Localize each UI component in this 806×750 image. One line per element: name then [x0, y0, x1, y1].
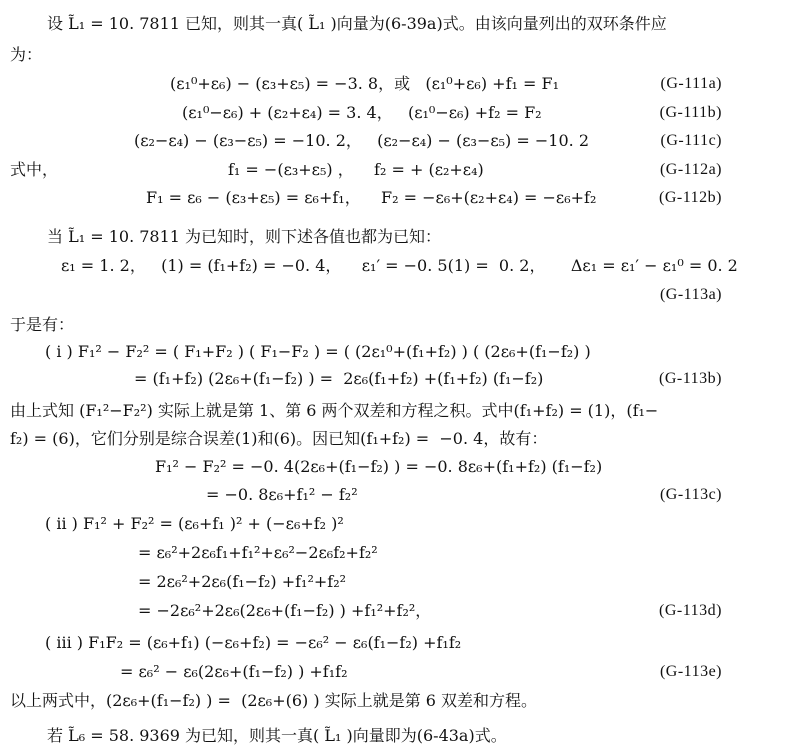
equation-g112b: F₁ = ε₆ − (ε₃+ε₅) = ε₆+f₁， F₂ = −ε₆+(ε₂+ε₄) = −ε₆+f₂ [146, 188, 597, 207]
equation-g113b-line2: = (f₁+f₂) (2ε₆+(f₁−f₂) ) = 2ε₆(f₁+f₂) +(f₁+f₂) (f₁−f₂) [134, 369, 544, 388]
text-line-1: 设 L̃₁ = 10. 7811 已知，则其一真( L̃₁ )向量为(6-39a)式。由该向量列出的双环条件应 [47, 14, 667, 33]
equation-tag: (G-112b) [659, 189, 722, 206]
equation-g111c: (ε₂−ε₄) − (ε₃−ε₅) = −10. 2， (ε₂−ε₄) − (ε₃−ε₅) = −10. 2 [134, 131, 589, 150]
text-line-final: 若 L̃₆ = 58. 9369 为已知，则其一真( L̃₁ )向量即为(6-43a)式。 [47, 726, 507, 745]
equation-g112a: f₁ = −(ε₃+ε₅) ， f₂ = + (ε₂+ε₄) [228, 160, 484, 179]
text-line-explain-2: f₂) = (6)，它们分别是综合误差(1)和(6)。因已知(f₁+f₂) = −0. 4，故有： [10, 429, 548, 448]
equation-tag: (G-111b) [659, 104, 722, 121]
text-line-known: 当 L̃₁ = 10. 7811 为已知时，则下述各值也都为已知： [47, 227, 442, 246]
equation-g113e-line2: = ε₆² − ε₆(2ε₆+(f₁−f₂) ) +f₁f₂ [120, 662, 348, 681]
text-line-shizhong: 式中， [10, 160, 59, 179]
equation-tag: (G-113d) [659, 602, 722, 619]
equation-g113d-line1: ( ⅱ ) F₁² + F₂² = (ε₆+f₁ )² + (−ε₆+f₂ )² [45, 514, 344, 533]
equation-tag: (G-112a) [659, 161, 722, 178]
equation-g113e-line1: ( ⅲ ) F₁F₂ = (ε₆+f₁) (−ε₆+f₂) = −ε₆² − ε₆(f₁−f₂) +f₁f₂ [45, 633, 462, 652]
equation-g113c-line2: = −0. 8ε₆+f₁² − f₂² [206, 485, 358, 504]
equation-tag: (G-113e) [659, 663, 722, 680]
equation-g113b-line1: ( ⅰ ) F₁² − F₂² = ( F₁+F₂ ) ( F₁−F₂ ) = ( (2ε₁⁰+(f₁+f₂) ) ( (2ε₆+(f₁−f₂) ) [45, 342, 591, 361]
equation-g113d-line3: = 2ε₆²+2ε₆(f₁−f₂) +f₁²+f₂² [138, 572, 347, 591]
equation-g113c-line1: F₁² − F₂² = −0. 4(2ε₆+(f₁−f₂) ) = −0. 8ε₆+(f₁+f₂) (f₁−f₂) [155, 457, 603, 476]
text-line-yushiyou: 于是有： [10, 315, 75, 334]
equation-g111b: (ε₁⁰−ε₆) + (ε₂+ε₄) = 3. 4， (ε₁⁰−ε₆) +f₂ = F₂ [182, 103, 542, 122]
equation-g113d-line4: = −2ε₆²+2ε₆(2ε₆+(f₁−f₂) ) +f₁²+f₂²， [138, 601, 432, 620]
equation-tag: (G-111a) [660, 75, 722, 92]
equation-g113d-line2: = ε₆²+2ε₆f₁+f₁²+ε₆²−2ε₆f₂+f₂² [138, 543, 378, 562]
equation-tag: (G-111c) [660, 132, 722, 149]
text-line-explain-1: 由上式知 (F₁²−F₂²) 实际上就是第 1、第 6 两个双差和方程之积。式中(f₁+f₂) = (1)，(f₁− [10, 401, 659, 420]
equation-tag: (G-113c) [659, 486, 722, 503]
equation-g111a: (ε₁⁰+ε₆) − (ε₃+ε₅) = −3. 8，或 (ε₁⁰+ε₆) +f₁ = F₁ [170, 74, 559, 93]
text-line-conclusion: 以上两式中，(2ε₆+(f₁−f₂) ) = (2ε₆+(6) ) 实际上就是第 6 双差和方程。 [10, 691, 538, 710]
equation-tag: (G-113b) [659, 370, 722, 387]
equation-g113a: ε₁ = 1. 2， (1) = (f₁+f₂) = −0. 4， ε₁′ = −0. 5(1) = 0. 2， Δε₁ = ε₁′ − ε₁⁰ = 0. 2 [61, 256, 738, 275]
equation-tag: (G-113a) [659, 286, 722, 303]
text-line-2: 为： [10, 45, 43, 64]
